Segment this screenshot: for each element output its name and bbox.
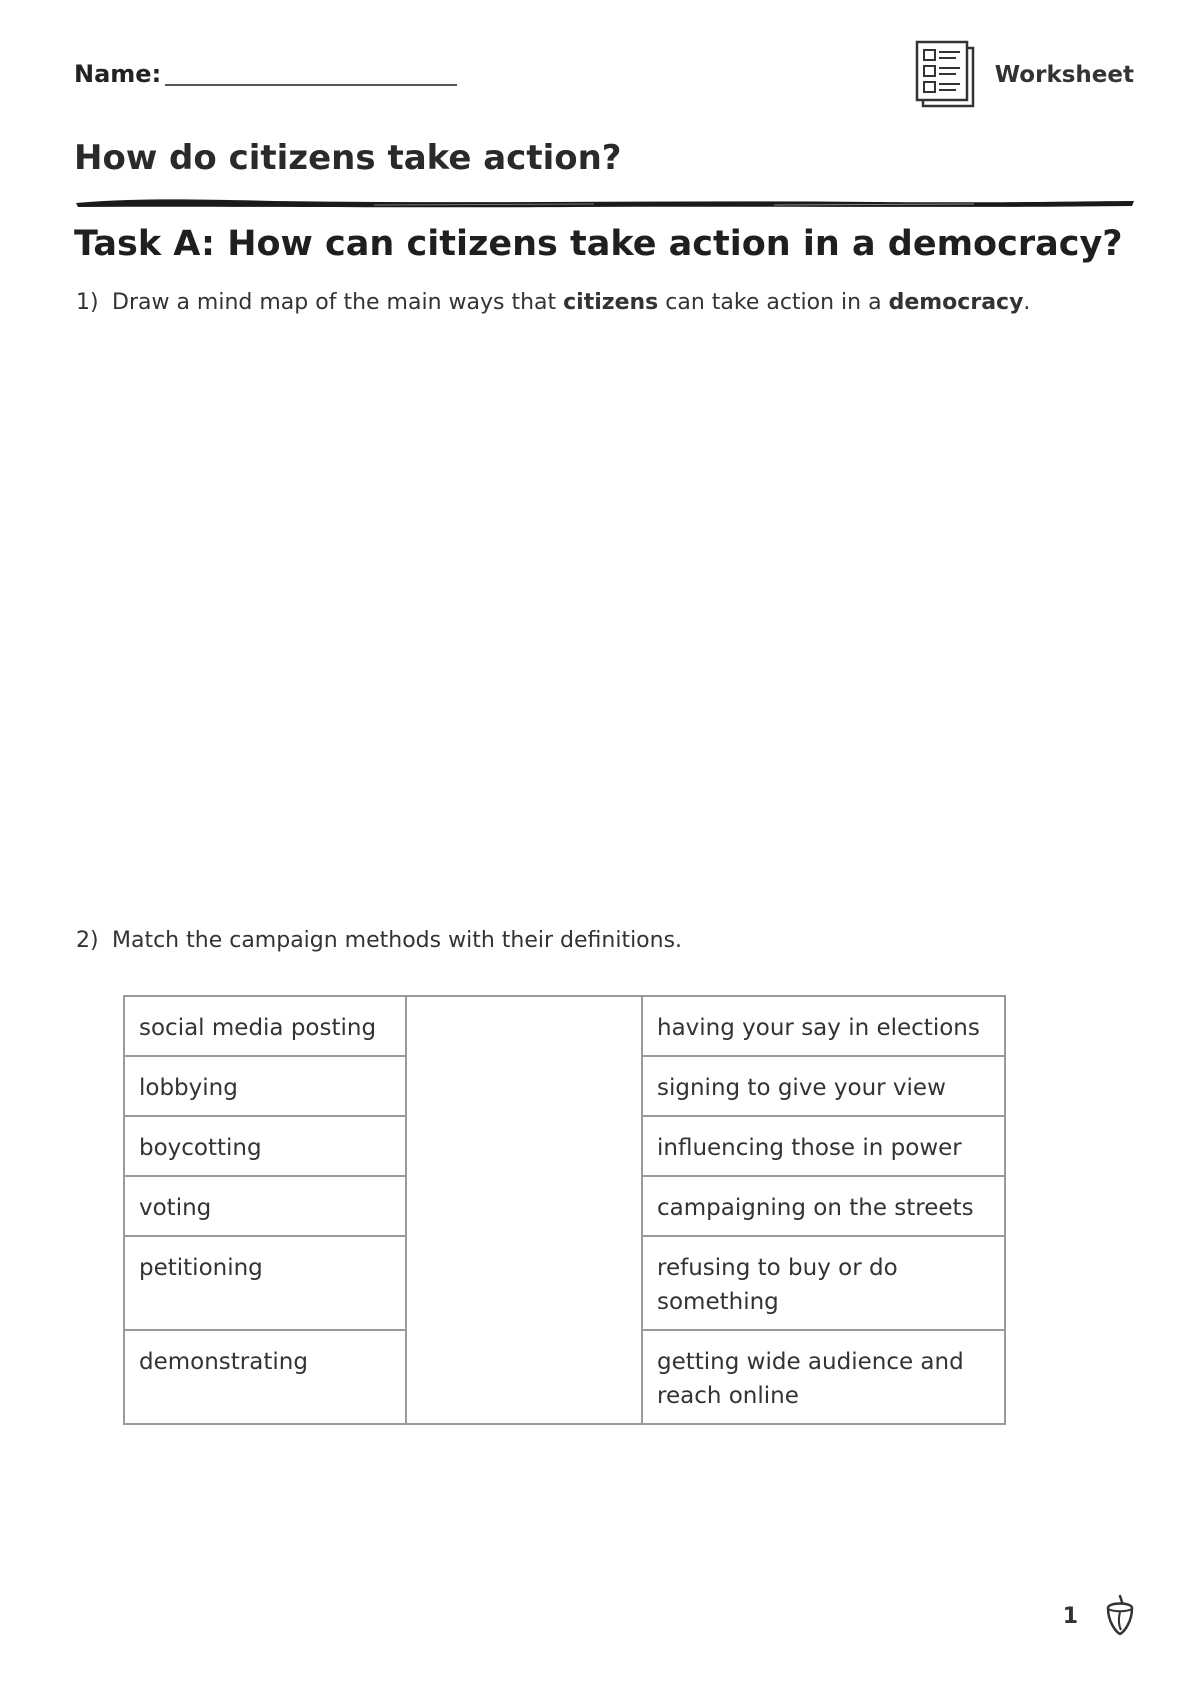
question-2-text: Match the campaign methods with their definitions. (112, 928, 683, 953)
name-label: Name: (74, 60, 162, 88)
matching-table (123, 995, 1006, 1425)
worksheet-label: Worksheet (994, 62, 1134, 88)
acorn-icon (1100, 1592, 1140, 1638)
method-cell: social media posting (124, 996, 406, 1056)
worksheet-icon (913, 40, 979, 110)
definition-cell: having your say in elections (642, 996, 1005, 1056)
definition-cell: refusing to buy or do something (642, 1236, 1005, 1330)
question-1-keyword-citizens: citizens (563, 290, 659, 315)
question-1-text-b: can take action in a (658, 290, 889, 315)
method-cell: lobbying (124, 1056, 406, 1116)
question-1-number: 1) (76, 290, 99, 315)
method-cell: petitioning (124, 1236, 406, 1330)
question-1-keyword-democracy: democracy (888, 290, 1024, 315)
page-title: How do citizens take action? (74, 138, 622, 178)
question-2-number: 2) (76, 928, 99, 953)
table-row (124, 996, 1005, 1056)
method-cell: demonstrating (124, 1330, 406, 1424)
question-1-text-a: Draw a mind map of the main ways that (112, 290, 564, 315)
mind-map-drawing-area[interactable] (74, 330, 1136, 890)
question-2 (76, 928, 682, 953)
name-input-line[interactable] (165, 83, 457, 86)
question-1-text-c: . (1023, 290, 1031, 315)
page-number: 1 (1062, 1604, 1078, 1629)
name-field-row (74, 60, 457, 88)
method-cell: boycotting (124, 1116, 406, 1176)
definition-cell: campaigning on the streets (642, 1176, 1005, 1236)
definition-cell: influencing those in power (642, 1116, 1005, 1176)
definition-cell: signing to give your view (642, 1056, 1005, 1116)
title-brush-rule (74, 196, 1136, 210)
matching-space[interactable] (406, 996, 642, 1424)
task-a-heading: Task A: How can citizens take action in a democracy? (74, 224, 1123, 264)
method-cell: voting (124, 1176, 406, 1236)
worksheet-badge (913, 40, 1134, 110)
definition-cell: getting wide audience and reach online (642, 1330, 1005, 1424)
question-1 (76, 290, 1030, 315)
